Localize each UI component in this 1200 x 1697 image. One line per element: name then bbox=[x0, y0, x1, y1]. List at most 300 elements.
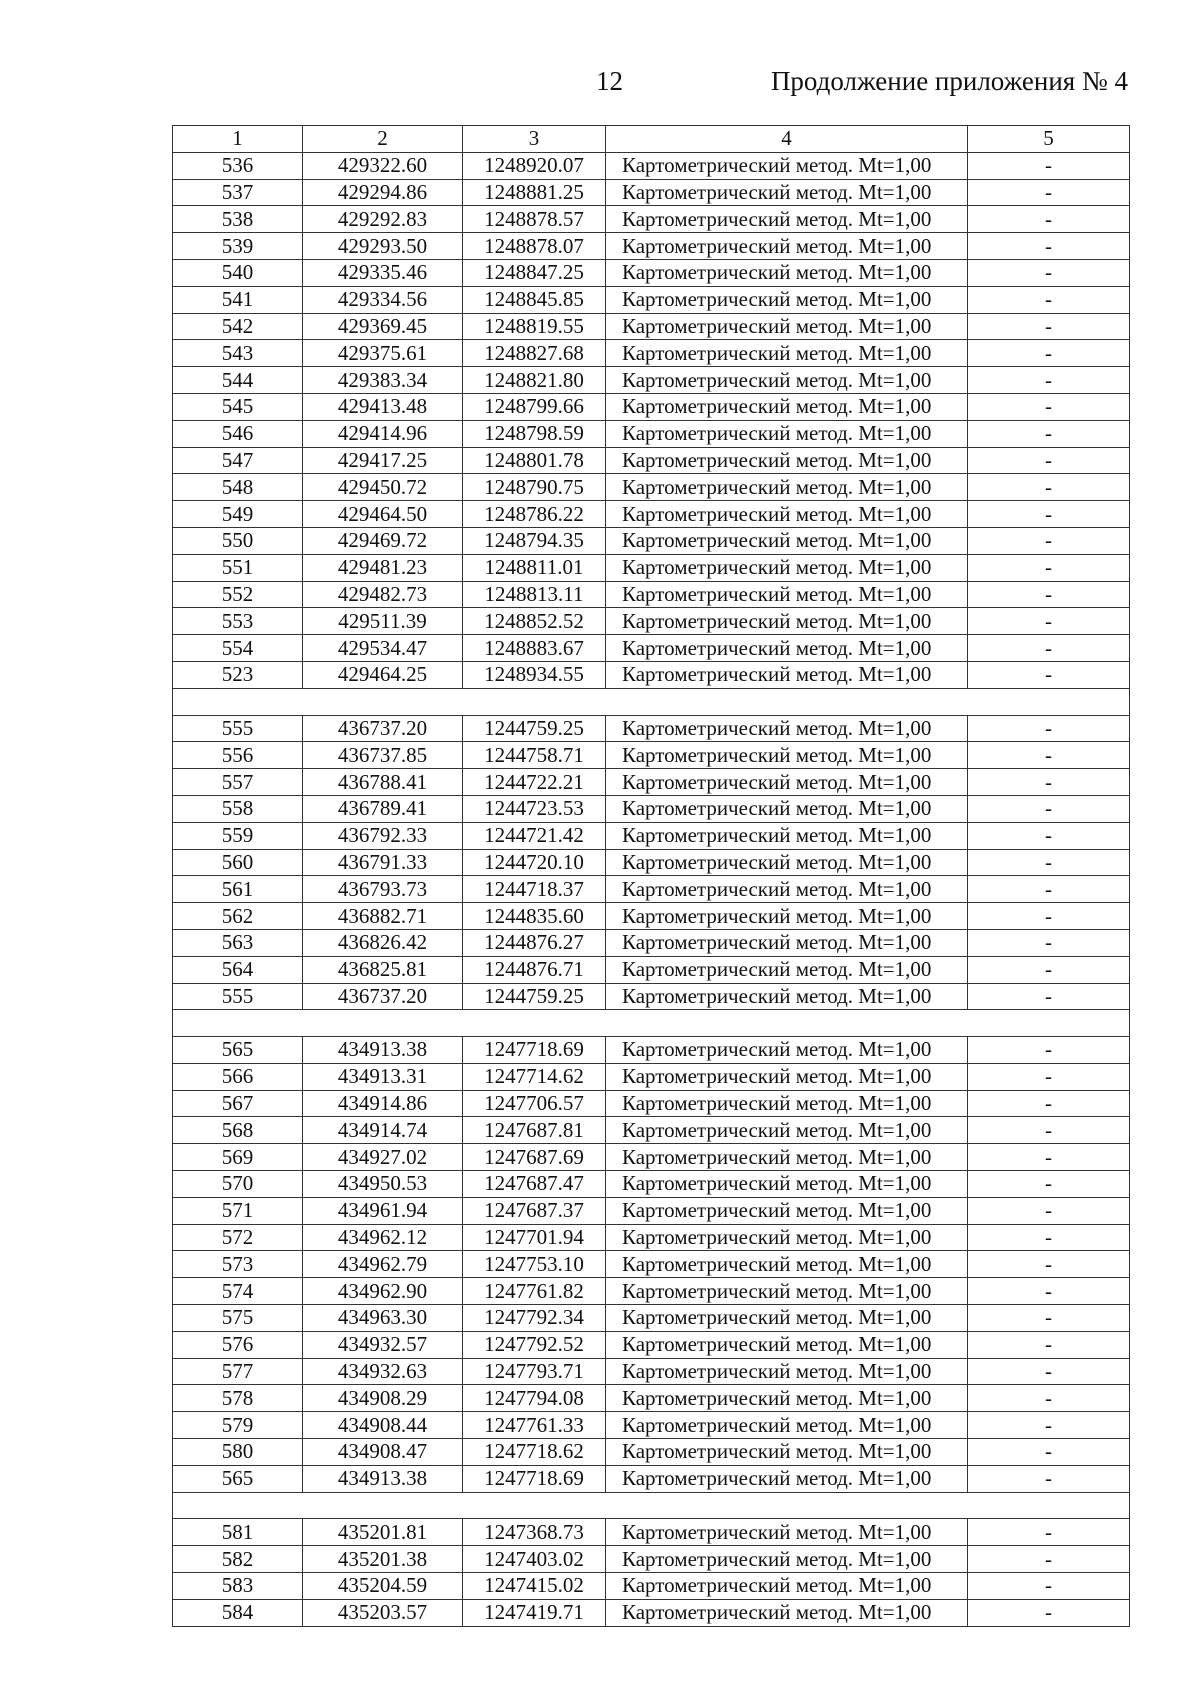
method-cell: Картометрический метод. Mt=1,00 bbox=[606, 179, 968, 206]
note-cell: - bbox=[968, 1465, 1130, 1492]
x-coordinate-cell: 429414.96 bbox=[303, 420, 463, 447]
note-cell: - bbox=[968, 1171, 1130, 1198]
note-cell: - bbox=[968, 206, 1130, 233]
note-cell: - bbox=[968, 447, 1130, 474]
note-cell: - bbox=[968, 1037, 1130, 1064]
y-coordinate-cell: 1248794.35 bbox=[463, 527, 606, 554]
point-number-cell: 583 bbox=[173, 1573, 303, 1600]
x-coordinate-cell: 436791.33 bbox=[303, 849, 463, 876]
table-row bbox=[173, 474, 1130, 501]
point-number-cell: 546 bbox=[173, 420, 303, 447]
continuation-title: Продолжение приложения № 4 bbox=[770, 66, 1128, 96]
method-cell: Картометрический метод. Mt=1,00 bbox=[606, 1224, 968, 1251]
method-cell: Картометрический метод. Mt=1,00 bbox=[606, 1037, 968, 1064]
table-body bbox=[173, 152, 1130, 1626]
y-coordinate-cell: 1244759.25 bbox=[463, 715, 606, 742]
group-separator-row bbox=[173, 1492, 1130, 1519]
table-row bbox=[173, 1305, 1130, 1332]
note-cell: - bbox=[968, 581, 1130, 608]
note-cell: - bbox=[968, 1144, 1130, 1171]
table-row bbox=[173, 1519, 1130, 1546]
table-row bbox=[173, 983, 1130, 1010]
point-number-cell: 584 bbox=[173, 1599, 303, 1626]
table-row bbox=[173, 393, 1130, 420]
point-number-cell: 523 bbox=[173, 661, 303, 688]
note-cell: - bbox=[968, 152, 1130, 179]
note-cell: - bbox=[968, 1519, 1130, 1546]
x-coordinate-cell: 429292.83 bbox=[303, 206, 463, 233]
x-coordinate-cell: 436737.85 bbox=[303, 742, 463, 769]
y-coordinate-cell: 1248799.66 bbox=[463, 393, 606, 420]
point-number-cell: 548 bbox=[173, 474, 303, 501]
method-cell: Картометрический метод. Mt=1,00 bbox=[606, 393, 968, 420]
method-cell: Картометрический метод. Mt=1,00 bbox=[606, 420, 968, 447]
point-number-cell: 541 bbox=[173, 286, 303, 313]
x-coordinate-cell: 434927.02 bbox=[303, 1144, 463, 1171]
y-coordinate-cell: 1244720.10 bbox=[463, 849, 606, 876]
table-row bbox=[173, 179, 1130, 206]
point-number-cell: 552 bbox=[173, 581, 303, 608]
y-coordinate-cell: 1248786.22 bbox=[463, 501, 606, 528]
method-cell: Картометрический метод. Mt=1,00 bbox=[606, 340, 968, 367]
point-number-cell: 553 bbox=[173, 608, 303, 635]
y-coordinate-cell: 1248852.52 bbox=[463, 608, 606, 635]
point-number-cell: 555 bbox=[173, 983, 303, 1010]
point-number-cell: 559 bbox=[173, 822, 303, 849]
method-cell: Картометрический метод. Mt=1,00 bbox=[606, 501, 968, 528]
point-number-cell: 547 bbox=[173, 447, 303, 474]
point-number-cell: 538 bbox=[173, 206, 303, 233]
group-separator-row bbox=[173, 688, 1130, 715]
table-row bbox=[173, 1385, 1130, 1412]
note-cell: - bbox=[968, 233, 1130, 260]
table-row bbox=[173, 1117, 1130, 1144]
y-coordinate-cell: 1247415.02 bbox=[463, 1573, 606, 1600]
method-cell: Картометрический метод. Mt=1,00 bbox=[606, 903, 968, 930]
y-coordinate-cell: 1244721.42 bbox=[463, 822, 606, 849]
x-coordinate-cell: 435204.59 bbox=[303, 1573, 463, 1600]
y-coordinate-cell: 1244722.21 bbox=[463, 769, 606, 796]
method-cell: Картометрический метод. Mt=1,00 bbox=[606, 822, 968, 849]
x-coordinate-cell: 434962.79 bbox=[303, 1251, 463, 1278]
point-number-cell: 567 bbox=[173, 1090, 303, 1117]
x-coordinate-cell: 429417.25 bbox=[303, 447, 463, 474]
point-number-cell: 554 bbox=[173, 635, 303, 662]
x-coordinate-cell: 429464.25 bbox=[303, 661, 463, 688]
y-coordinate-cell: 1247687.37 bbox=[463, 1197, 606, 1224]
x-coordinate-cell: 429293.50 bbox=[303, 233, 463, 260]
y-coordinate-cell: 1247718.62 bbox=[463, 1439, 606, 1466]
note-cell: - bbox=[968, 1278, 1130, 1305]
table-row bbox=[173, 340, 1130, 367]
table-row bbox=[173, 206, 1130, 233]
note-cell: - bbox=[968, 1063, 1130, 1090]
table-header-row bbox=[173, 126, 1130, 153]
method-cell: Картометрический метод. Mt=1,00 bbox=[606, 1063, 968, 1090]
note-cell: - bbox=[968, 1117, 1130, 1144]
method-cell: Картометрический метод. Mt=1,00 bbox=[606, 929, 968, 956]
y-coordinate-cell: 1247718.69 bbox=[463, 1037, 606, 1064]
y-coordinate-cell: 1247761.33 bbox=[463, 1412, 606, 1439]
method-cell: Картометрический метод. Mt=1,00 bbox=[606, 1546, 968, 1573]
method-cell: Картометрический метод. Mt=1,00 bbox=[606, 233, 968, 260]
note-cell: - bbox=[968, 822, 1130, 849]
x-coordinate-cell: 434908.47 bbox=[303, 1439, 463, 1466]
method-cell: Картометрический метод. Mt=1,00 bbox=[606, 313, 968, 340]
x-coordinate-cell: 434932.57 bbox=[303, 1331, 463, 1358]
table-row bbox=[173, 420, 1130, 447]
method-cell: Картометрический метод. Mt=1,00 bbox=[606, 1412, 968, 1439]
y-coordinate-cell: 1247792.52 bbox=[463, 1331, 606, 1358]
method-cell: Картометрический метод. Mt=1,00 bbox=[606, 608, 968, 635]
y-coordinate-cell: 1244835.60 bbox=[463, 903, 606, 930]
note-cell: - bbox=[968, 795, 1130, 822]
table-row bbox=[173, 1144, 1130, 1171]
table-row bbox=[173, 1546, 1130, 1573]
point-number-cell: 580 bbox=[173, 1439, 303, 1466]
point-number-cell: 579 bbox=[173, 1412, 303, 1439]
note-cell: - bbox=[968, 393, 1130, 420]
table-row bbox=[173, 1331, 1130, 1358]
table-row bbox=[173, 1197, 1130, 1224]
x-coordinate-cell: 436737.20 bbox=[303, 715, 463, 742]
note-cell: - bbox=[968, 956, 1130, 983]
point-number-cell: 576 bbox=[173, 1331, 303, 1358]
table-row bbox=[173, 1412, 1130, 1439]
x-coordinate-cell: 429335.46 bbox=[303, 259, 463, 286]
method-cell: Картометрический метод. Mt=1,00 bbox=[606, 286, 968, 313]
y-coordinate-cell: 1244876.71 bbox=[463, 956, 606, 983]
separator-cell bbox=[173, 1010, 1130, 1037]
method-cell: Картометрический метод. Mt=1,00 bbox=[606, 206, 968, 233]
method-cell: Картометрический метод. Mt=1,00 bbox=[606, 1090, 968, 1117]
note-cell: - bbox=[968, 1197, 1130, 1224]
note-cell: - bbox=[968, 1331, 1130, 1358]
method-cell: Картометрический метод. Mt=1,00 bbox=[606, 1465, 968, 1492]
table-row bbox=[173, 1573, 1130, 1600]
table-row bbox=[173, 903, 1130, 930]
table-row bbox=[173, 1278, 1130, 1305]
table-row bbox=[173, 313, 1130, 340]
note-cell: - bbox=[968, 876, 1130, 903]
point-number-cell: 578 bbox=[173, 1385, 303, 1412]
note-cell: - bbox=[968, 1385, 1130, 1412]
method-cell: Картометрический метод. Mt=1,00 bbox=[606, 367, 968, 394]
method-cell: Картометрический метод. Mt=1,00 bbox=[606, 152, 968, 179]
y-coordinate-cell: 1247687.47 bbox=[463, 1171, 606, 1198]
y-coordinate-cell: 1248847.25 bbox=[463, 259, 606, 286]
table-row bbox=[173, 1439, 1130, 1466]
x-coordinate-cell: 429450.72 bbox=[303, 474, 463, 501]
note-cell: - bbox=[968, 661, 1130, 688]
x-coordinate-cell: 434963.30 bbox=[303, 1305, 463, 1332]
method-cell: Картометрический метод. Mt=1,00 bbox=[606, 742, 968, 769]
note-cell: - bbox=[968, 1090, 1130, 1117]
note-cell: - bbox=[968, 608, 1130, 635]
x-coordinate-cell: 429294.86 bbox=[303, 179, 463, 206]
point-number-cell: 570 bbox=[173, 1171, 303, 1198]
table-row bbox=[173, 849, 1130, 876]
x-coordinate-cell: 434913.38 bbox=[303, 1037, 463, 1064]
table-row bbox=[173, 876, 1130, 903]
table-row bbox=[173, 715, 1130, 742]
note-cell: - bbox=[968, 1358, 1130, 1385]
y-coordinate-cell: 1248920.07 bbox=[463, 152, 606, 179]
note-cell: - bbox=[968, 1573, 1130, 1600]
method-cell: Картометрический метод. Mt=1,00 bbox=[606, 1573, 968, 1600]
x-coordinate-cell: 435203.57 bbox=[303, 1599, 463, 1626]
method-cell: Картометрический метод. Mt=1,00 bbox=[606, 1385, 968, 1412]
point-number-cell: 555 bbox=[173, 715, 303, 742]
table-row bbox=[173, 286, 1130, 313]
method-cell: Картометрический метод. Mt=1,00 bbox=[606, 795, 968, 822]
note-cell: - bbox=[968, 554, 1130, 581]
table-row bbox=[173, 742, 1130, 769]
note-cell: - bbox=[968, 313, 1130, 340]
y-coordinate-cell: 1247687.81 bbox=[463, 1117, 606, 1144]
point-number-cell: 561 bbox=[173, 876, 303, 903]
x-coordinate-cell: 434908.44 bbox=[303, 1412, 463, 1439]
method-cell: Картометрический метод. Mt=1,00 bbox=[606, 1331, 968, 1358]
point-number-cell: 558 bbox=[173, 795, 303, 822]
point-number-cell: 571 bbox=[173, 1197, 303, 1224]
y-coordinate-cell: 1248813.11 bbox=[463, 581, 606, 608]
method-cell: Картометрический метод. Mt=1,00 bbox=[606, 715, 968, 742]
y-coordinate-cell: 1247714.62 bbox=[463, 1063, 606, 1090]
point-number-cell: 544 bbox=[173, 367, 303, 394]
x-coordinate-cell: 434913.31 bbox=[303, 1063, 463, 1090]
note-cell: - bbox=[968, 903, 1130, 930]
note-cell: - bbox=[968, 179, 1130, 206]
point-number-cell: 562 bbox=[173, 903, 303, 930]
method-cell: Картометрический метод. Mt=1,00 bbox=[606, 581, 968, 608]
note-cell: - bbox=[968, 742, 1130, 769]
x-coordinate-cell: 436788.41 bbox=[303, 769, 463, 796]
method-cell: Картометрический метод. Mt=1,00 bbox=[606, 661, 968, 688]
table-row bbox=[173, 527, 1130, 554]
y-coordinate-cell: 1248934.55 bbox=[463, 661, 606, 688]
y-coordinate-cell: 1247761.82 bbox=[463, 1278, 606, 1305]
table-row bbox=[173, 1224, 1130, 1251]
point-number-cell: 540 bbox=[173, 259, 303, 286]
method-cell: Картометрический метод. Mt=1,00 bbox=[606, 447, 968, 474]
table-row bbox=[173, 822, 1130, 849]
page-header bbox=[0, 66, 1200, 106]
method-cell: Картометрический метод. Mt=1,00 bbox=[606, 1358, 968, 1385]
point-number-cell: 542 bbox=[173, 313, 303, 340]
note-cell: - bbox=[968, 474, 1130, 501]
table-row bbox=[173, 769, 1130, 796]
x-coordinate-cell: 436789.41 bbox=[303, 795, 463, 822]
column-header: 4 bbox=[606, 126, 968, 153]
separator-cell bbox=[173, 1492, 1130, 1519]
y-coordinate-cell: 1247794.08 bbox=[463, 1385, 606, 1412]
method-cell: Картометрический метод. Mt=1,00 bbox=[606, 635, 968, 662]
x-coordinate-cell: 429534.47 bbox=[303, 635, 463, 662]
y-coordinate-cell: 1248827.68 bbox=[463, 340, 606, 367]
y-coordinate-cell: 1247753.10 bbox=[463, 1251, 606, 1278]
table-row bbox=[173, 1599, 1130, 1626]
x-coordinate-cell: 436792.33 bbox=[303, 822, 463, 849]
table-row bbox=[173, 1090, 1130, 1117]
y-coordinate-cell: 1247701.94 bbox=[463, 1224, 606, 1251]
point-number-cell: 537 bbox=[173, 179, 303, 206]
x-coordinate-cell: 429511.39 bbox=[303, 608, 463, 635]
y-coordinate-cell: 1247403.02 bbox=[463, 1546, 606, 1573]
y-coordinate-cell: 1244758.71 bbox=[463, 742, 606, 769]
x-coordinate-cell: 434962.12 bbox=[303, 1224, 463, 1251]
y-coordinate-cell: 1248845.85 bbox=[463, 286, 606, 313]
note-cell: - bbox=[968, 286, 1130, 313]
point-number-cell: 543 bbox=[173, 340, 303, 367]
column-header: 3 bbox=[463, 126, 606, 153]
y-coordinate-cell: 1247368.73 bbox=[463, 1519, 606, 1546]
point-number-cell: 582 bbox=[173, 1546, 303, 1573]
table-row bbox=[173, 635, 1130, 662]
point-number-cell: 539 bbox=[173, 233, 303, 260]
x-coordinate-cell: 429482.73 bbox=[303, 581, 463, 608]
y-coordinate-cell: 1247419.71 bbox=[463, 1599, 606, 1626]
point-number-cell: 556 bbox=[173, 742, 303, 769]
method-cell: Картометрический метод. Mt=1,00 bbox=[606, 1171, 968, 1198]
note-cell: - bbox=[968, 929, 1130, 956]
point-number-cell: 536 bbox=[173, 152, 303, 179]
y-coordinate-cell: 1248811.01 bbox=[463, 554, 606, 581]
y-coordinate-cell: 1248883.67 bbox=[463, 635, 606, 662]
page-number: 12 bbox=[596, 66, 623, 96]
x-coordinate-cell: 429481.23 bbox=[303, 554, 463, 581]
point-number-cell: 560 bbox=[173, 849, 303, 876]
x-coordinate-cell: 429322.60 bbox=[303, 152, 463, 179]
method-cell: Картометрический метод. Mt=1,00 bbox=[606, 1144, 968, 1171]
x-coordinate-cell: 436825.81 bbox=[303, 956, 463, 983]
x-coordinate-cell: 436826.42 bbox=[303, 929, 463, 956]
method-cell: Картометрический метод. Mt=1,00 bbox=[606, 1439, 968, 1466]
point-number-cell: 565 bbox=[173, 1037, 303, 1064]
point-number-cell: 581 bbox=[173, 1519, 303, 1546]
note-cell: - bbox=[968, 983, 1130, 1010]
y-coordinate-cell: 1244876.27 bbox=[463, 929, 606, 956]
x-coordinate-cell: 429413.48 bbox=[303, 393, 463, 420]
point-number-cell: 549 bbox=[173, 501, 303, 528]
method-cell: Картометрический метод. Mt=1,00 bbox=[606, 1599, 968, 1626]
point-number-cell: 575 bbox=[173, 1305, 303, 1332]
table-row bbox=[173, 1358, 1130, 1385]
y-coordinate-cell: 1244718.37 bbox=[463, 876, 606, 903]
y-coordinate-cell: 1248881.25 bbox=[463, 179, 606, 206]
x-coordinate-cell: 429383.34 bbox=[303, 367, 463, 394]
y-coordinate-cell: 1248801.78 bbox=[463, 447, 606, 474]
y-coordinate-cell: 1248821.80 bbox=[463, 367, 606, 394]
note-cell: - bbox=[968, 849, 1130, 876]
x-coordinate-cell: 429334.56 bbox=[303, 286, 463, 313]
y-coordinate-cell: 1248790.75 bbox=[463, 474, 606, 501]
note-cell: - bbox=[968, 501, 1130, 528]
y-coordinate-cell: 1244723.53 bbox=[463, 795, 606, 822]
y-coordinate-cell: 1247706.57 bbox=[463, 1090, 606, 1117]
column-header: 5 bbox=[968, 126, 1130, 153]
point-number-cell: 574 bbox=[173, 1278, 303, 1305]
note-cell: - bbox=[968, 527, 1130, 554]
x-coordinate-cell: 435201.81 bbox=[303, 1519, 463, 1546]
point-number-cell: 551 bbox=[173, 554, 303, 581]
x-coordinate-cell: 434950.53 bbox=[303, 1171, 463, 1198]
point-number-cell: 550 bbox=[173, 527, 303, 554]
y-coordinate-cell: 1248798.59 bbox=[463, 420, 606, 447]
y-coordinate-cell: 1247718.69 bbox=[463, 1465, 606, 1492]
table-row bbox=[173, 233, 1130, 260]
note-cell: - bbox=[968, 1546, 1130, 1573]
method-cell: Картометрический метод. Mt=1,00 bbox=[606, 527, 968, 554]
y-coordinate-cell: 1248878.57 bbox=[463, 206, 606, 233]
note-cell: - bbox=[968, 1251, 1130, 1278]
note-cell: - bbox=[968, 340, 1130, 367]
x-coordinate-cell: 434914.86 bbox=[303, 1090, 463, 1117]
table-row bbox=[173, 1251, 1130, 1278]
point-number-cell: 566 bbox=[173, 1063, 303, 1090]
note-cell: - bbox=[968, 367, 1130, 394]
y-coordinate-cell: 1247793.71 bbox=[463, 1358, 606, 1385]
separator-cell bbox=[173, 688, 1130, 715]
table-row bbox=[173, 1465, 1130, 1492]
method-cell: Картометрический метод. Mt=1,00 bbox=[606, 849, 968, 876]
y-coordinate-cell: 1247792.34 bbox=[463, 1305, 606, 1332]
table-row bbox=[173, 929, 1130, 956]
note-cell: - bbox=[968, 1224, 1130, 1251]
point-number-cell: 563 bbox=[173, 929, 303, 956]
method-cell: Картометрический метод. Mt=1,00 bbox=[606, 1251, 968, 1278]
x-coordinate-cell: 436882.71 bbox=[303, 903, 463, 930]
note-cell: - bbox=[968, 259, 1130, 286]
y-coordinate-cell: 1248878.07 bbox=[463, 233, 606, 260]
note-cell: - bbox=[968, 1305, 1130, 1332]
point-number-cell: 568 bbox=[173, 1117, 303, 1144]
note-cell: - bbox=[968, 715, 1130, 742]
table-row bbox=[173, 447, 1130, 474]
x-coordinate-cell: 436737.20 bbox=[303, 983, 463, 1010]
point-number-cell: 545 bbox=[173, 393, 303, 420]
x-coordinate-cell: 434913.38 bbox=[303, 1465, 463, 1492]
table-row bbox=[173, 795, 1130, 822]
method-cell: Картометрический метод. Mt=1,00 bbox=[606, 554, 968, 581]
y-coordinate-cell: 1247687.69 bbox=[463, 1144, 606, 1171]
method-cell: Картометрический метод. Mt=1,00 bbox=[606, 474, 968, 501]
x-coordinate-cell: 434932.63 bbox=[303, 1358, 463, 1385]
y-coordinate-cell: 1244759.25 bbox=[463, 983, 606, 1010]
coordinates-table bbox=[172, 125, 1130, 1627]
method-cell: Картометрический метод. Mt=1,00 bbox=[606, 1197, 968, 1224]
method-cell: Картометрический метод. Mt=1,00 bbox=[606, 259, 968, 286]
point-number-cell: 569 bbox=[173, 1144, 303, 1171]
x-coordinate-cell: 434914.74 bbox=[303, 1117, 463, 1144]
point-number-cell: 564 bbox=[173, 956, 303, 983]
x-coordinate-cell: 434961.94 bbox=[303, 1197, 463, 1224]
method-cell: Картометрический метод. Mt=1,00 bbox=[606, 876, 968, 903]
method-cell: Картометрический метод. Mt=1,00 bbox=[606, 983, 968, 1010]
y-coordinate-cell: 1248819.55 bbox=[463, 313, 606, 340]
point-number-cell: 573 bbox=[173, 1251, 303, 1278]
table-row bbox=[173, 259, 1130, 286]
table-row bbox=[173, 1171, 1130, 1198]
method-cell: Картометрический метод. Mt=1,00 bbox=[606, 1117, 968, 1144]
point-number-cell: 565 bbox=[173, 1465, 303, 1492]
table-row bbox=[173, 501, 1130, 528]
table-row bbox=[173, 608, 1130, 635]
x-coordinate-cell: 429375.61 bbox=[303, 340, 463, 367]
table-row bbox=[173, 152, 1130, 179]
method-cell: Картометрический метод. Mt=1,00 bbox=[606, 1278, 968, 1305]
table-row bbox=[173, 581, 1130, 608]
